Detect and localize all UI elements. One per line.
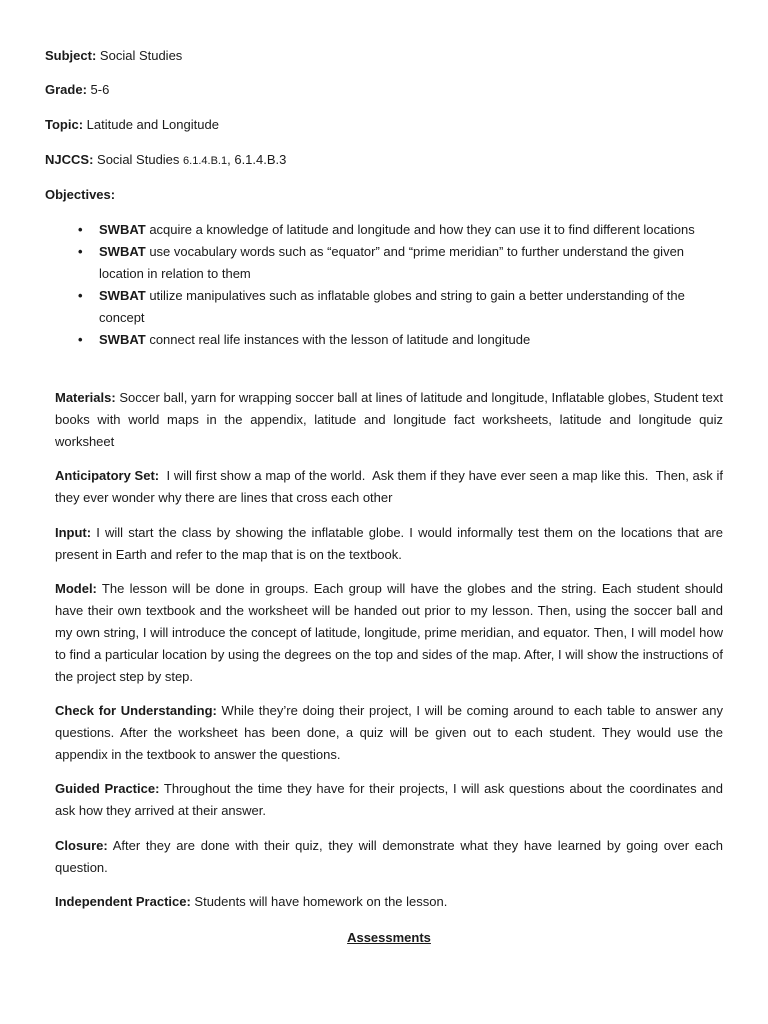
independent-practice-section: Independent Practice: Students will have homework on the lesson. — [55, 894, 448, 909]
closure-section: Closure: After they are done with their quiz, they will demonstrate what they have learned by going over each question. — [55, 838, 723, 875]
list-item: • SWBAT connect real life instances with the lesson of latitude and longitude — [78, 329, 724, 351]
anticipatory-set-section: Anticipatory Set: I will first show a map of the world. Ask them if they have ever seen a map like this. Then, ask if they ever wonder why there are lines that cross each other — [55, 468, 727, 505]
njccs-prefix: Social Studies — [97, 152, 180, 167]
bullet-icon: • — [78, 288, 83, 303]
closure-label: Closure: — [55, 838, 108, 853]
model-section: Model: The lesson will be done in groups. Each group will have the globes and the string. Each student should have their own textbook and the worksheet will be handed out prior to my lesson. Then, using the soccer ball and my own string, I will introduce the concept of latitude, longitude, prime meridian, and equator. Then, I will model how to find a particular location by using the degrees on the top and sides of the map. After, I will show the instructions of the project step by step. — [55, 581, 723, 684]
grade-label: Grade: — [45, 82, 87, 97]
subject-line — [45, 45, 182, 67]
topic-line — [45, 114, 219, 136]
independent-label: Independent Practice: — [55, 894, 191, 909]
check-for-understanding-section: Check for Understanding: While they’re doing their project, I will be coming around to each table to answer any questions. After the worksheet has been done, a quiz will be given out to each student. They would use the appendix in the textbook to answer the questions. — [55, 703, 724, 762]
bullet-icon: • — [78, 222, 83, 237]
njccs-code-2: 6.1.4.B.3 — [234, 152, 287, 167]
njccs-separator: , — [227, 152, 231, 167]
grade-line — [45, 79, 109, 101]
topic-value: Latitude and Longitude — [86, 117, 219, 132]
subject-label: Subject: — [45, 48, 97, 63]
guided-practice-section: Guided Practice: Throughout the time they have for their projects, I will ask questions about the coordinates and ask how they arrived at their answer. — [55, 781, 723, 818]
guided-label: Guided Practice: — [55, 781, 160, 796]
objectives-heading: Objectives: — [45, 187, 116, 202]
bullet-icon: • — [78, 244, 83, 259]
list-item: • SWBAT use vocabulary words such as “equator” and “prime meridian” to further understand the given location in relation to them — [78, 241, 724, 285]
njccs-code-1: 6.1.4.B.1 — [183, 155, 228, 167]
njccs-line — [45, 149, 286, 172]
topic-label: Topic: — [45, 117, 84, 132]
subject-value: Social Studies — [99, 48, 183, 63]
list-item: • SWBAT acquire a knowledge of latitude and longitude and how they can use it to find different locations — [78, 219, 724, 241]
input-section: Input: I will start the class by showing the inflatable globe. I would informally test them on the locations that are present in Earth and refer to the map that is on the textbook. — [55, 525, 723, 562]
list-item: • SWBAT utilize manipulatives such as inflatable globes and string to gain a better understanding of the concept — [78, 285, 724, 329]
model-label: Model: — [55, 581, 97, 596]
njccs-label: NJCCS: — [45, 152, 94, 167]
anticipatory-label: Anticipatory Set: — [55, 468, 160, 483]
bullet-icon: • — [78, 332, 83, 347]
assessments-heading: Assessments — [347, 930, 431, 945]
materials-section: Materials: Soccer ball, yarn for wrapping soccer ball at lines of latitude and longitude, Inflatable globes, Student text books with world maps in the appendix, latitude and longitude fact worksheets, latitude and longitude quiz worksheet — [55, 390, 723, 449]
objectives-list — [78, 219, 724, 351]
grade-value: 5-6 — [90, 82, 110, 97]
input-label: Input: — [55, 525, 92, 540]
check-label: Check for Understanding: — [55, 703, 217, 718]
materials-label: Materials: — [55, 390, 116, 405]
